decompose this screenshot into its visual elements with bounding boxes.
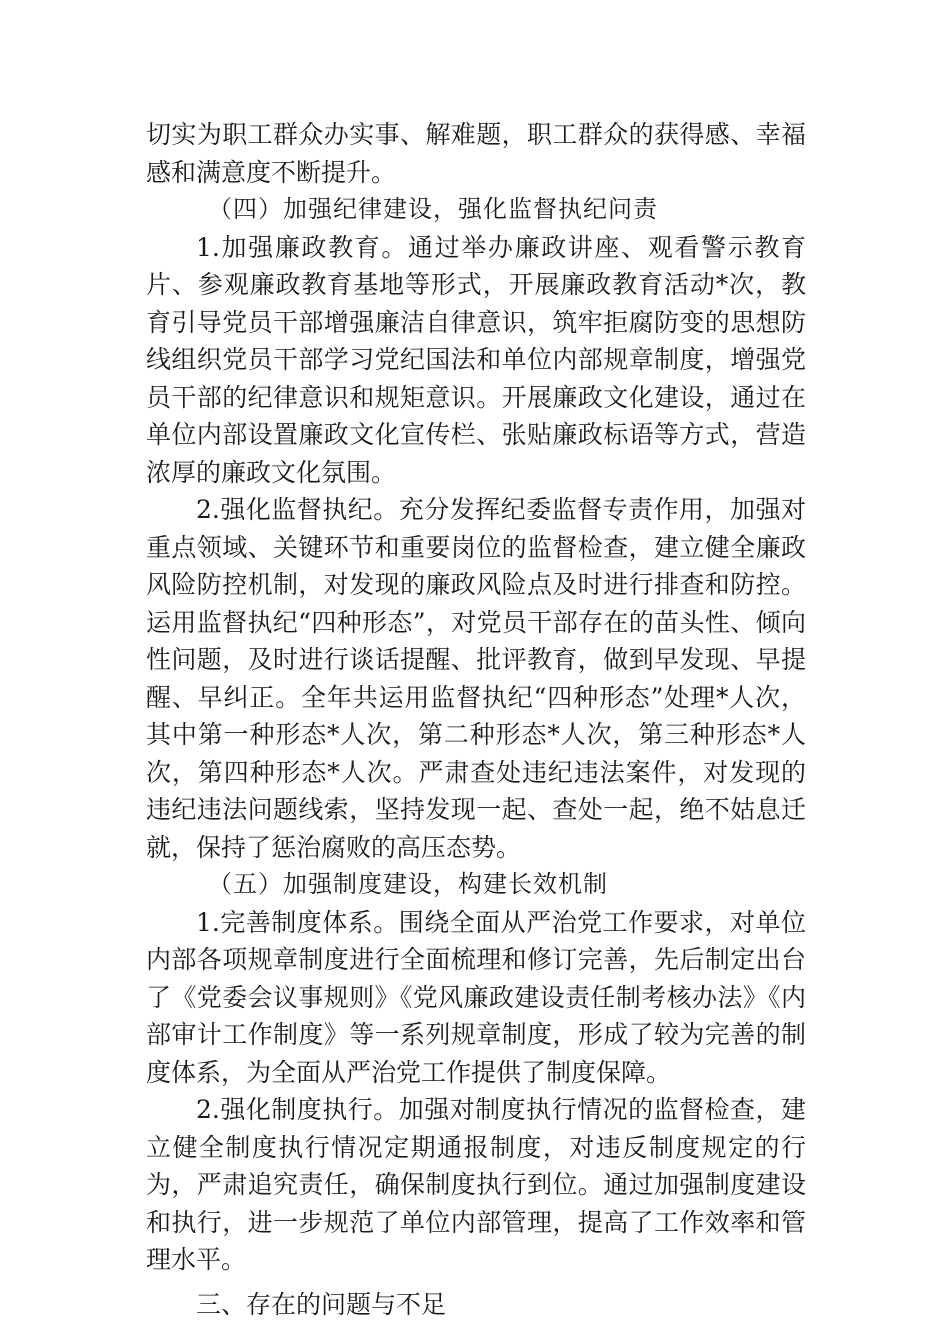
paragraph-rule-system: 1.完善制度体系。围绕全面从严治党工作要求，对单位内部各项规章制度进行全面梳理和修订完善，先后制定出台了《党委会议事规则》《党风廉政建设责任制考核办法》《内部审计工作制度》等一系列规章制度，形成了较为完善的制度体系，为全面从严治党工作提供了制度保障。 — [146, 907, 806, 1087]
paragraph-continuation: 切实为职工群众办实事、解难题，职工群众的获得感、幸福感和满意度不断提升。 — [146, 120, 806, 187]
subheading-discipline: （四）加强纪律建设，强化监督执纪问责 — [208, 195, 658, 223]
subheading-institution: （五）加强制度建设，构建长效机制 — [208, 870, 608, 898]
paragraph-supervision: 2.强化监督执纪。充分发挥纪委监督专责作用，加强对重点领域、关键环节和重要岗位的监督检查，建立健全廉政风险防控机制，对发现的廉政风险点及时进行排查和防控。运用监督执纪“四种形态”，对党员干部存在的苗头性、倾向性问题，及时进行谈话提醒、批评教育，做到早发现、早提醒、早纠正。全年共运用监督执纪“四种形态”处理*人次，其中第一种形态*人次，第二种形态*人次，第三种形态*人次，第四种形态*人次。严肃查处违纪违法案件，对发现的违纪违法问题线索，坚持发现一起、查处一起，绝不姑息迁就，保持了惩治腐败的高压态势。 — [146, 495, 806, 862]
paragraph-rule-enforcement: 2.强化制度执行。加强对制度执行情况的监督检查，建立健全制度执行情况定期通报制度，对违反制度规定的行为，严肃追究责任，确保制度执行到位。通过加强制度建设和执行，进一步规范了单位内部管理，提高了工作效率和管理水平。 — [146, 1095, 806, 1274]
document-page — [146, 116, 806, 1325]
section-heading-problems: 三、存在的问题与不足 — [196, 1289, 447, 1319]
paragraph-integrity-education: 1.加强廉政教育。通过举办廉政讲座、观看警示教育片、参观廉政教育基地等形式，开展廉政教育活动*次，教育引导党员干部增强廉洁自律意识，筑牢拒腐防变的思想防线组织党员干部学习党纪国法和单位内部规章制度，增强党员干部的纪律意识和规矩意识。开展廉政文化建设，通过在单位内部设置廉政文化宣传栏、张贴廉政标语等方式，营造浓厚的廉政文化氛围。 — [146, 232, 806, 487]
